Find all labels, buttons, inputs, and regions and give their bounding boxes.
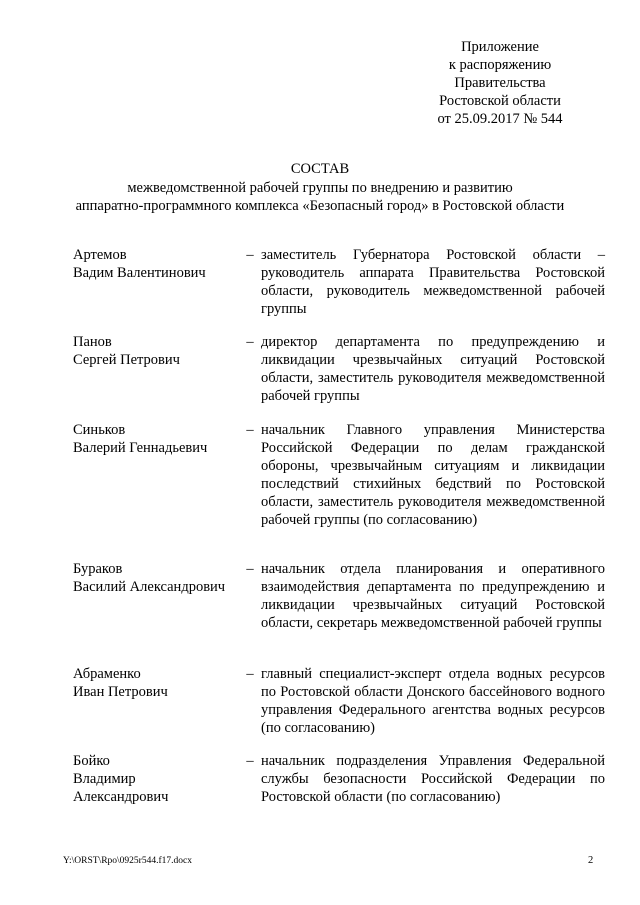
member-given-name: Василий Александрович — [73, 579, 226, 595]
member-surname: Бураков — [73, 561, 123, 577]
member-entry — [73, 421, 605, 560]
member-surname: Абраменко — [73, 666, 141, 682]
dash-separator: – — [246, 753, 254, 769]
appendix-header — [400, 38, 600, 128]
appendix-line-4: Ростовской области — [439, 93, 561, 109]
footer-file-path: Y:\ORST\Rpo\0925r544.f17.docx — [63, 856, 192, 866]
member-entry — [73, 246, 605, 333]
member-role: начальник Главного управления Министерства Российской Федерации по делам гражданской обороны, чрезвычайным ситуациям и ликвидации последствий стихийных бедствий по Ростовской области, заместитель руководителя межведомственной рабочей группы (по согласованию) — [261, 422, 605, 528]
page-number: 2 — [588, 855, 594, 866]
member-role: начальник подразделения Управления Федеральной службы безопасности Российской Федерации по Ростовской области (по согласованию) — [261, 753, 605, 805]
member-entry — [73, 333, 605, 421]
member-name — [73, 246, 243, 282]
member-entry — [73, 665, 605, 752]
dash-separator: – — [246, 247, 254, 263]
member-name — [73, 333, 243, 369]
appendix-line-1: Приложение — [461, 39, 539, 55]
document-title — [40, 160, 600, 215]
member-entry — [73, 752, 605, 806]
member-role: заместитель Губернатора Ростовской области – руководитель аппарата Правительства Ростовской области, руководитель межведомственной рабочей группы — [261, 247, 605, 317]
member-surname: Бойко — [73, 753, 110, 769]
dash-separator: – — [246, 334, 254, 350]
dash-separator: – — [246, 422, 254, 438]
members-list — [73, 246, 605, 806]
appendix-line-3: Правительства — [454, 75, 546, 91]
member-name — [73, 752, 243, 806]
member-given-name: Иван Петрович — [73, 684, 168, 700]
member-patronymic: Александрович — [73, 789, 169, 805]
member-surname: Панов — [73, 334, 112, 350]
appendix-line-2: к распоряжению — [448, 57, 552, 73]
member-role: директор департамента по предупреждению и ликвидации чрезвычайных ситуаций Ростовской области, заместитель руководителя межведомственной рабочей группы — [261, 334, 605, 404]
member-role: главный специалист-эксперт отдела водных ресурсов по Ростовской области Донского бассейнового водного управления Федерального агентства водных ресурсов (по согласованию) — [261, 666, 605, 736]
appendix-line-5: от 25.09.2017 № 544 — [437, 111, 563, 127]
member-given-name: Сергей Петрович — [73, 352, 180, 368]
title-line-3: аппаратно-программного комплекса «Безопасный город» в Ростовской области — [75, 198, 565, 214]
title-line-2: межведомственной рабочей группы по внедрению и развитию — [127, 180, 513, 196]
member-entry — [73, 560, 605, 665]
member-surname: Артемов — [73, 247, 127, 263]
title-line-1: СОСТАВ — [290, 161, 350, 177]
dash-separator: – — [246, 561, 254, 577]
member-given-name: Валерий Геннадьевич — [73, 440, 208, 456]
member-given-name: Вадим Валентинович — [73, 265, 206, 281]
member-role: начальник отдела планирования и оперативного взаимодействия департамента по предупреждению и ликвидации чрезвычайных ситуаций Ростовской области, секретарь межведомственной рабочей группы — [261, 561, 605, 631]
member-name — [73, 665, 243, 701]
member-name — [73, 421, 243, 457]
member-surname: Синьков — [73, 422, 126, 438]
member-name — [73, 560, 243, 596]
member-given-name: Владимир — [73, 771, 136, 787]
dash-separator: – — [246, 666, 254, 682]
